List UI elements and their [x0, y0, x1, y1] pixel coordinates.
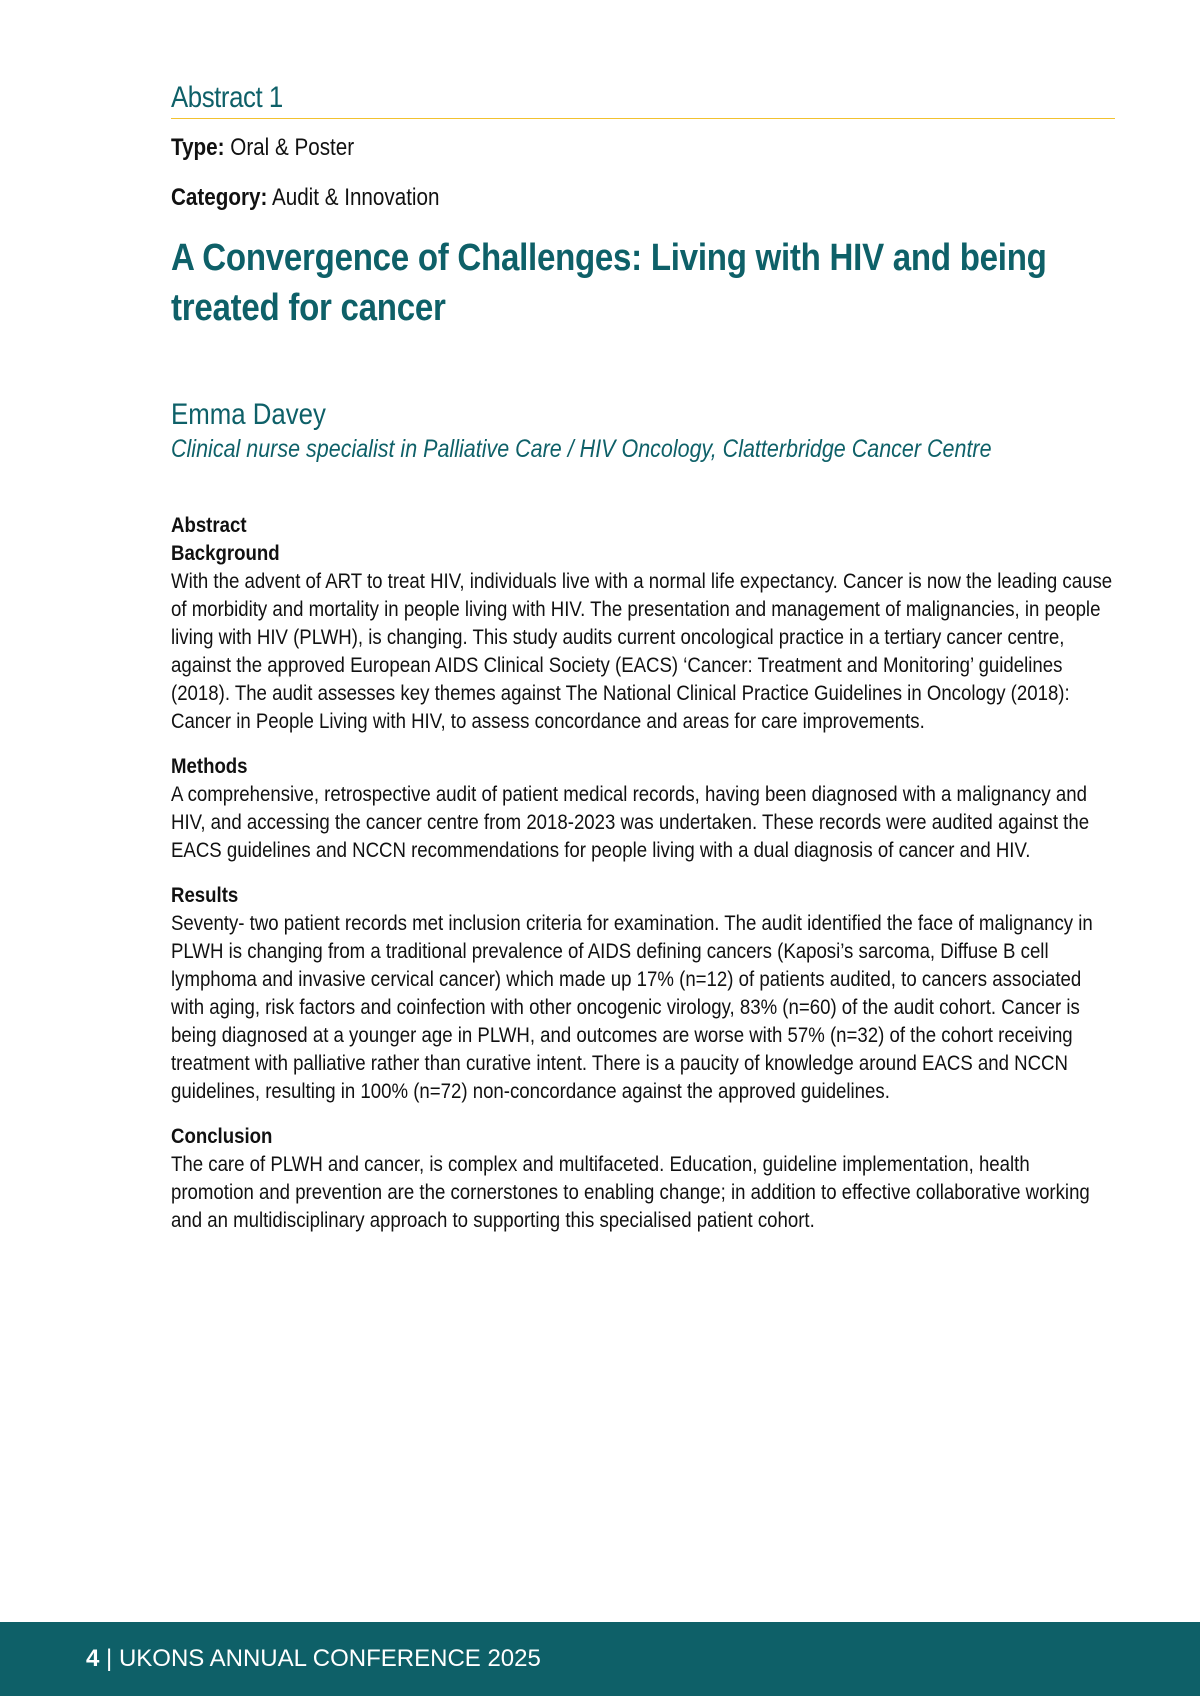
abstract-page [171, 78, 1115, 1234]
conference-name: UKONS ANNUAL CONFERENCE 2025 [118, 1645, 541, 1672]
footer-separator: | [99, 1645, 119, 1672]
footer-text [86, 1644, 541, 1674]
section-text: The care of PLWH and cancer, is complex and multifaceted. Education, guideline implementation, health promotion and prevention are the cornerstones to enabling change; in addition to effective collaborative working and an multidisciplinary approach to supporting this specialised patient cohort. [171, 1152, 1090, 1232]
section-heading: Background [171, 541, 280, 565]
section-heading: Results [171, 883, 239, 907]
section-text: With the advent of ART to treat HIV, individuals live with a normal life expectancy. Cancer is now the leading cause of morbidity and mortality in people living with HIV. The presentation and management of malignancies, in people living with HIV (PLWH), is changing. This study audits current oncological practice in a tertiary cancer centre, against the approved European AIDS Clinical Society (EACS) ‘Cancer: Treatment and Monitoring’ guidelines (2018). The audit assesses key themes against The National Clinical Practice Guidelines in Oncology (2018): Cancer in People Living with HIV, to assess concordance and areas for care improvements. [171, 569, 1113, 733]
section-background [171, 539, 1115, 735]
abstract-heading: Abstract [171, 513, 247, 537]
section-results [171, 881, 1115, 1105]
section-heading: Conclusion [171, 1124, 273, 1148]
category-line [171, 183, 983, 213]
section-heading: Methods [171, 754, 248, 778]
page-number: 4 [86, 1645, 100, 1672]
abstract-title: A Convergence of Challenges: Living with HIV and being treated for cancer [171, 237, 1047, 329]
category-label: Category: [171, 184, 268, 211]
type-label: Type: [171, 134, 225, 161]
author-name: Emma Davey [171, 398, 326, 431]
type-value: Oral & Poster [230, 134, 355, 161]
page-footer [0, 1622, 1200, 1696]
header-divider [171, 118, 1115, 119]
abstract-body [171, 511, 1115, 1234]
type-line [171, 133, 983, 163]
category-value: Audit & Innovation [271, 184, 440, 211]
section-conclusion [171, 1122, 1115, 1234]
abstract-number: Abstract 1 [171, 81, 283, 114]
author-affiliation: Clinical nurse specialist in Palliative Care / HIV Oncology, Clatterbridge Cancer Centre [171, 435, 992, 463]
section-text: Seventy- two patient records met inclusion criteria for examination. The audit identified the face of malignancy in PLWH is changing from a traditional prevalence of AIDS defining cancers (Kaposi’s sarcoma, Diffuse B cell lymphoma and invasive cervical cancer) which made up 17% (n=12) of patients audited, to cancers associated with aging, risk factors and coinfection with other oncogenic virology, 83% (n=60) of the audit cohort. Cancer is being diagnosed at a younger age in PLWH, and outcomes are worse with 57% (n=32) of the cohort receiving treatment with palliative rather than curative intent. There is a paucity of knowledge around EACS and NCCN guidelines, resulting in 100% (n=72) non-concordance against the approved guidelines. [171, 911, 1093, 1103]
section-text: A comprehensive, retrospective audit of patient medical records, having been diagnosed with a malignancy and HIV, and accessing the cancer centre from 2018-2023 was undertaken. These records were audited against the EACS guidelines and NCCN recommendations for people living with a dual diagnosis of cancer and HIV. [171, 782, 1090, 862]
section-methods [171, 752, 1115, 864]
